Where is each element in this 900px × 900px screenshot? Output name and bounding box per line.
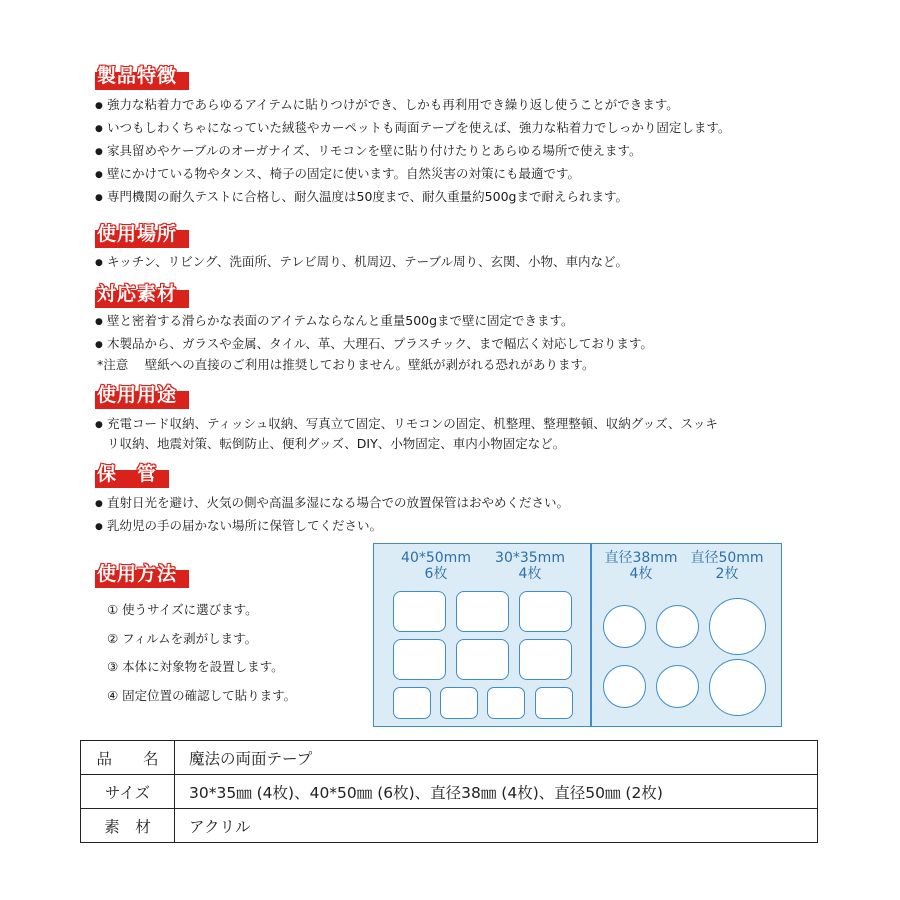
label-30x35: 30*35mm 4枚 (495, 550, 565, 582)
feature-item-3: ● 家具留めやケーブルのオーガナイズ、リモコンを壁に貼り付けたりとあらゆる場所で使えます。 (95, 143, 642, 158)
bullet-icon: ● (95, 340, 103, 350)
howto-step-2: ② フィルムを剥がします。 (107, 631, 258, 646)
pad-40x50 (519, 591, 572, 632)
pad-40x50 (456, 639, 509, 680)
feature-item-1: ● 強力な粘着力であらゆるアイテムに貼りつけができ、しかも再利用でき繰り返し使うことができます。 (95, 97, 679, 112)
label-dia38: 直径38mm 4枚 (604, 550, 678, 582)
pad-dia38 (656, 605, 699, 648)
table-row (81, 741, 818, 775)
materials-item-2: ● 木製品から、ガラスや金属、タイル、革、大理石、プラスチック、まで幅広く対応しております。 (95, 336, 653, 351)
label-40x50: 40*50mm 6枚 (401, 550, 471, 582)
spec-value-name: 魔法の両面テープ (175, 741, 818, 775)
pad-30x35 (393, 687, 431, 719)
howto-step-4: ④ 固定位置の確認して貼ります。 (107, 688, 297, 703)
howto-step-1: ① 使うサイズに選びます。 (107, 602, 258, 617)
pad-dia38 (603, 665, 646, 708)
bullet-icon: ● (95, 317, 103, 327)
bullet-icon: ● (95, 124, 103, 134)
storage-title: 保 管 (95, 462, 169, 488)
storage-item-2: ● 乳幼児の手の届かない場所に保管してください。 (95, 518, 383, 533)
table-row (81, 775, 818, 809)
pad-30x35 (440, 687, 478, 719)
materials-title: 対応素材 (95, 282, 189, 308)
spec-key-material: 素 材 (81, 809, 175, 843)
howto-title: 使用方法 (95, 562, 189, 588)
spec-key-size: サイズ (81, 775, 175, 809)
bullet-icon: ● (95, 258, 103, 268)
bullet-icon: ● (95, 101, 103, 111)
materials-item-1: ● 壁と密着する滑らかな表面のアイテムならなんと重量500gまで壁に固定できます。 (95, 313, 574, 328)
bullet-icon: ● (95, 193, 103, 203)
pad-40x50 (393, 639, 446, 680)
pad-dia50 (709, 659, 766, 716)
table-row (81, 809, 818, 843)
uses-title: 使用用途 (95, 383, 189, 409)
pad-dia38 (603, 605, 646, 648)
pad-30x35 (487, 687, 525, 719)
bullet-icon: ● (95, 522, 103, 532)
materials-note: *注意 壁紙への直接のご利用は推奨しておりません。壁紙が剥がれる恐れがあります。 (97, 357, 595, 372)
uses-line-2: リ収納、地震対策、転倒防止、便利グッズ、DIY、小物固定、車内小物固定など。 (107, 436, 566, 451)
spec-key-name: 品 名 (81, 741, 175, 775)
feature-item-4: ● 壁にかけている物やタンス、椅子の固定に使います。自然災害の対策にも最適です。 (95, 166, 581, 181)
spec-value-size: 30*35㎜ (4枚)、40*50㎜ (6枚)、直径38㎜ (4枚)、直径50㎜ (2枚) (175, 775, 818, 809)
storage-item-1: ● 直射日光を避け、火気の側や高温多湿になる場合での放置保管はおやめください。 (95, 495, 570, 510)
feature-item-2: ● いつもしわくちゃになっていた絨毯やカーペットも両面テープを使えば、強力な粘着力でしっかり固定します。 (95, 120, 731, 135)
bullet-icon: ● (95, 420, 103, 430)
places-title: 使用場所 (95, 222, 189, 248)
pad-40x50 (393, 591, 446, 632)
panel-divider (590, 543, 592, 727)
spec-value-material: アクリル (175, 809, 818, 843)
pad-30x35 (535, 687, 573, 719)
pad-40x50 (519, 639, 572, 680)
features-title: 製品特徴 (95, 64, 189, 90)
pad-dia50 (709, 598, 766, 655)
places-item-1: ● キッチン、リビング、洗面所、テレビ周り、机周辺、テーブル周り、玄関、小物、車内など。 (95, 254, 629, 269)
label-dia50: 直径50mm 2枚 (690, 550, 764, 582)
feature-item-5: ● 専門機関の耐久テストに合格し、耐久温度は50度まで、耐久重量約500gまで耐えられます。 (95, 189, 628, 204)
pad-dia38 (656, 665, 699, 708)
bullet-icon: ● (95, 147, 103, 157)
spec-table (80, 740, 818, 843)
bullet-icon: ● (95, 170, 103, 180)
howto-step-3: ③ 本体に対象物を設置します。 (107, 659, 284, 674)
uses-line-1: ● 充電コード収納、ティッシュ収納、写真立て固定、リモコンの固定、机整理、整理整頓、収納グッズ、スッキ (95, 416, 718, 431)
pad-40x50 (456, 591, 509, 632)
bullet-icon: ● (95, 499, 103, 509)
